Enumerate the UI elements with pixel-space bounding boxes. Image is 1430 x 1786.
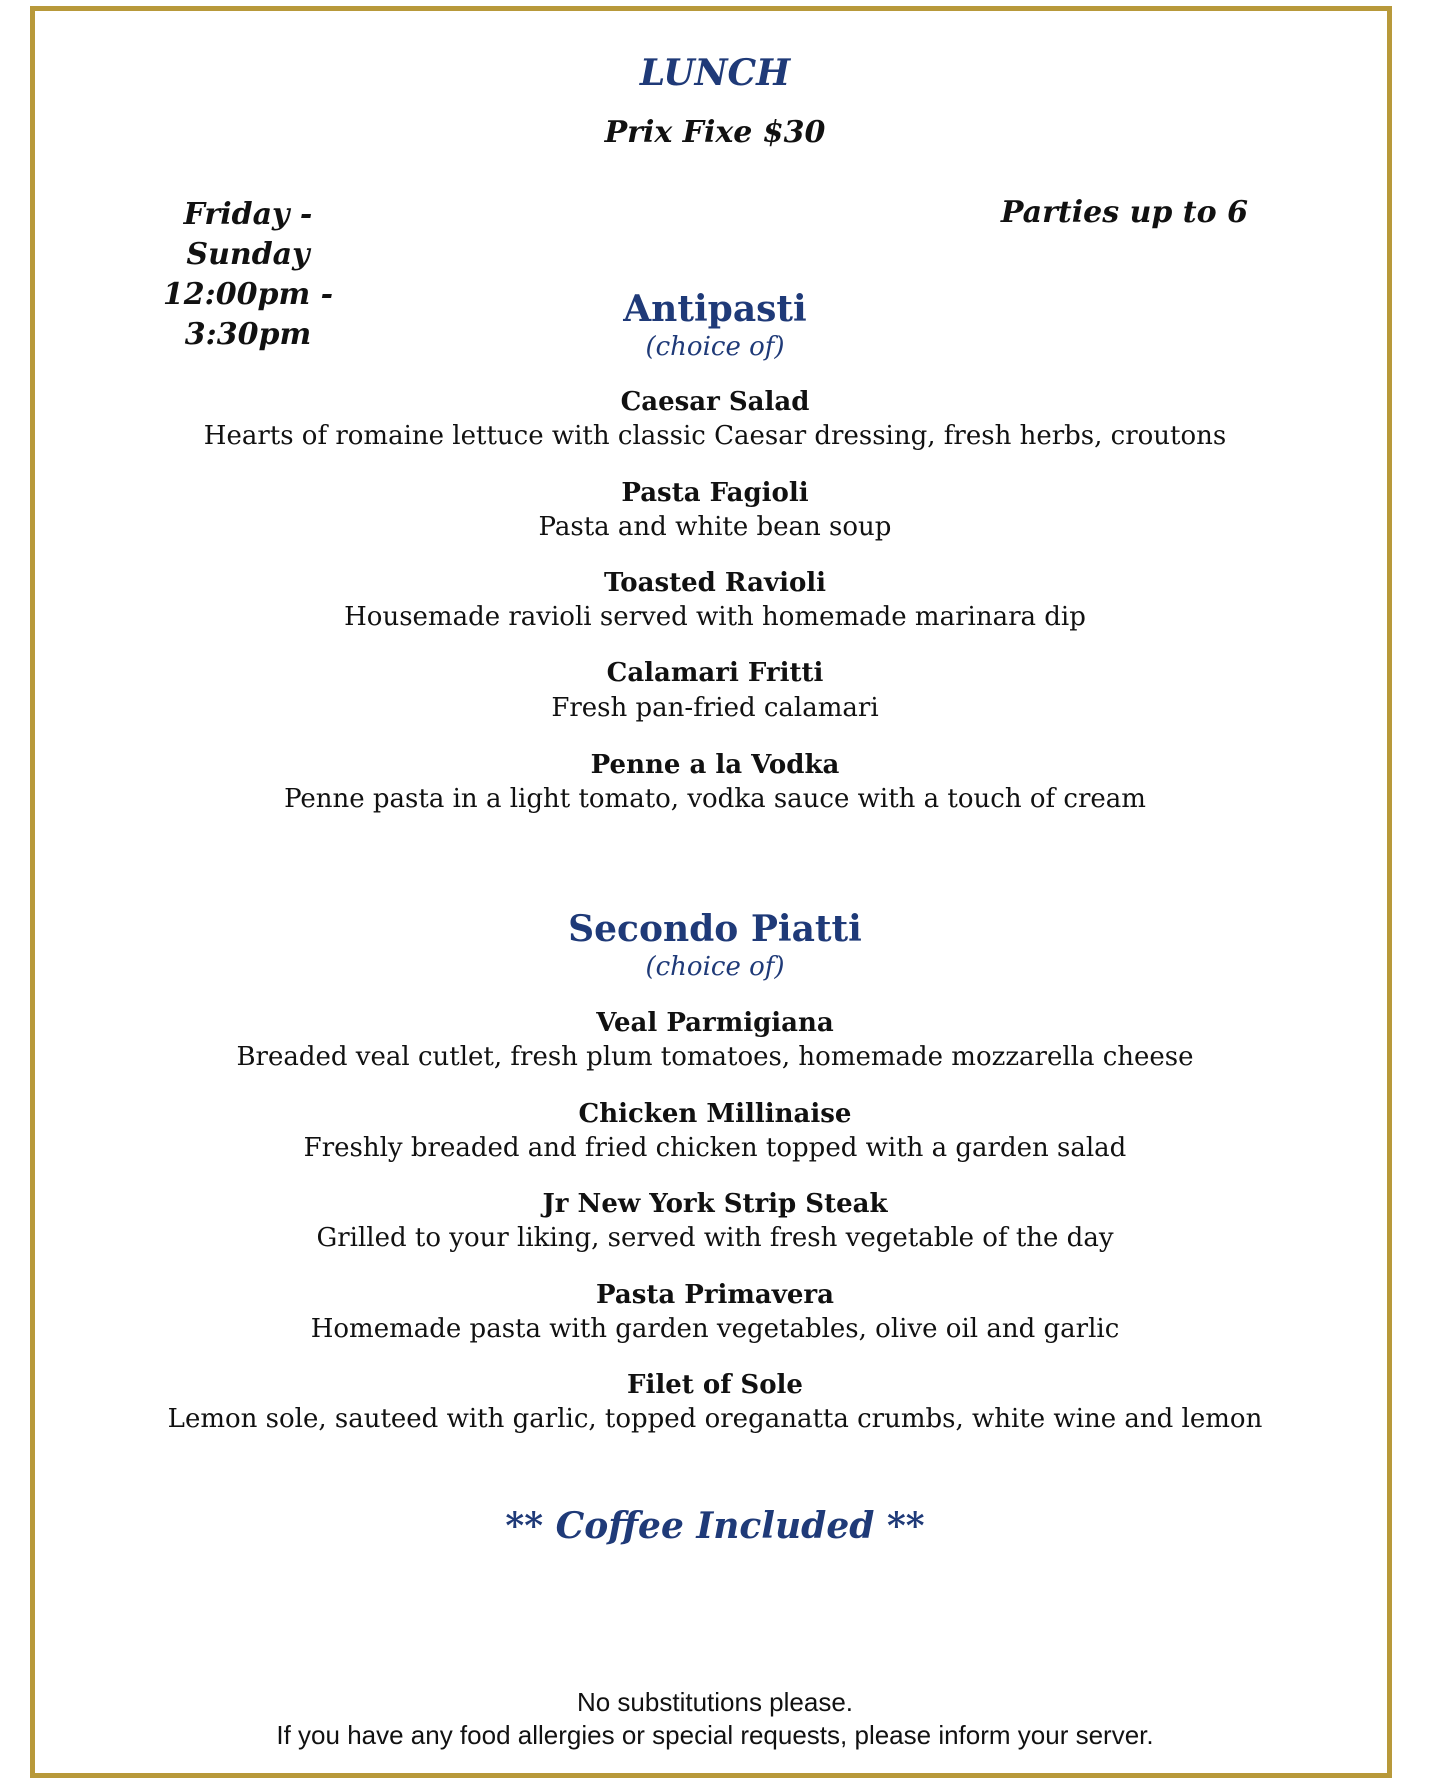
menu-item-name: Filet of Sole	[627, 1370, 803, 1400]
menu-item-description: Lemon sole, sauteed with garlic, topped oreganatta crumbs, white wine and lemon	[167, 1404, 1263, 1434]
menu-item-description: Fresh pan-fried calamari	[551, 693, 879, 723]
secondo-choice-note: (choice of)	[645, 952, 785, 982]
menu-item-name: Pasta Primavera	[596, 1280, 834, 1310]
party-size-limit: Parties up to 6	[1000, 195, 1248, 230]
antipasti-heading: Antipasti	[623, 288, 807, 330]
service-hours: 12:00pm - 3:30pm	[162, 277, 334, 352]
menu-title: LUNCH	[639, 52, 791, 94]
menu-item-name: Veal Parmigiana	[596, 1008, 834, 1038]
menu-item-name: Penne a la Vodka	[590, 750, 840, 780]
menu-item-description: Penne pasta in a light tomato, vodka sauce with a touch of cream	[284, 784, 1146, 814]
allergy-note: If you have any food allergies or special requests, please inform your server.	[276, 1720, 1154, 1750]
menu-item-name: Jr New York Strip Steak	[542, 1189, 888, 1219]
menu-item-description: Breaded veal cutlet, fresh plum tomatoes, homemade mozzarella cheese	[236, 1042, 1194, 1072]
menu-item-name: Caesar Salad	[620, 387, 810, 417]
coffee-included-note: ** Coffee Included **	[505, 1505, 925, 1547]
menu-item-description: Homemade pasta with garden vegetables, olive oil and garlic	[310, 1314, 1120, 1344]
menu-item-name: Calamari Fritti	[606, 658, 824, 688]
menu-item-name: Chicken Millinaise	[578, 1099, 852, 1129]
service-days: Friday - Sunday	[183, 197, 313, 272]
antipasti-choice-note: (choice of)	[645, 332, 785, 362]
service-schedule	[118, 195, 378, 355]
menu-item-description: Housemade ravioli served with homemade marinara dip	[344, 602, 1086, 632]
menu-item-description: Pasta and white bean soup	[538, 512, 892, 542]
menu-item-description: Freshly breaded and fried chicken topped with a garden salad	[303, 1133, 1127, 1163]
prix-fixe-price: Prix Fixe $30	[604, 115, 826, 150]
no-substitutions-note: No substitutions please.	[576, 1687, 854, 1717]
menu-item-description: Hearts of romaine lettuce with classic Caesar dressing, fresh herbs, croutons	[203, 421, 1227, 451]
menu-item-description: Grilled to your liking, served with fresh vegetable of the day	[316, 1223, 1114, 1253]
menu-item-name: Toasted Ravioli	[603, 568, 827, 598]
menu-item-name: Pasta Fagioli	[621, 478, 809, 508]
secondo-heading: Secondo Piatti	[568, 908, 862, 950]
